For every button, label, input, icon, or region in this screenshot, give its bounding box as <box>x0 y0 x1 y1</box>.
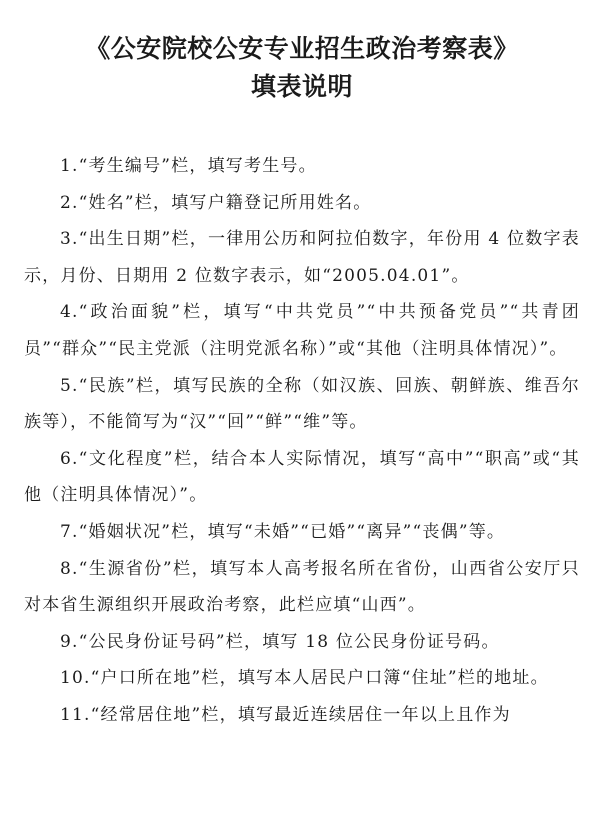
instruction-paragraph-8: 8.“生源省份”栏，填写本人高考报名所在省份，山西省公安厅只对本省生源组织开展政治考察，此栏应填“山西”。 <box>24 558 580 616</box>
instruction-paragraph-4: 4.“政治面貌”栏，填写“中共党员”“中共预备党员”“共青团员”“群众”“民主党派（注明党派名称）”或“其他（注明具体情况）”。 <box>24 302 580 359</box>
instruction-paragraph-6: 6.“文化程度”栏，结合本人实际情况，填写“高中”“职高”或“其他（注明具体情况）”。 <box>24 448 580 506</box>
instructions-body <box>24 148 580 734</box>
instruction-paragraph-3: 3.“出生日期”栏，一律用公历和阿拉伯数字，年份用 4 位数字表示，月份、日期用 2 位数字表示，如“2005.04.01”。 <box>24 229 580 286</box>
document-subtitle: 填表说明 <box>250 72 353 101</box>
instruction-paragraph-2: 2.“姓名”栏，填写户籍登记所用姓名。 <box>60 192 372 213</box>
instruction-paragraph-5: 5.“民族”栏，填写民族的全称（如汉族、回族、朝鲜族、维吾尔族等），不能简写为“汉”“回”“鲜”“维”等。 <box>24 375 580 433</box>
document-title: 《公安院校公安专业招生政治考察表》 <box>85 34 519 63</box>
instruction-paragraph-7: 7.“婚姻状况”栏，填写“未婚”“已婚”“离异”“丧偶”等。 <box>60 521 506 542</box>
instruction-paragraph-11: 11.“经常居住地”栏，填写最近连续居住一年以上且作为 <box>60 704 511 725</box>
instruction-paragraph-1: 1.“考生编号”栏，填写考生号。 <box>60 156 317 176</box>
instruction-paragraph-10: 10.“户口所在地”栏，填写本人居民户口簿“住址”栏的地址。 <box>60 668 549 689</box>
instruction-paragraph-9: 9.“公民身份证号码”栏，填写 18 位公民身份证号码。 <box>60 631 500 652</box>
